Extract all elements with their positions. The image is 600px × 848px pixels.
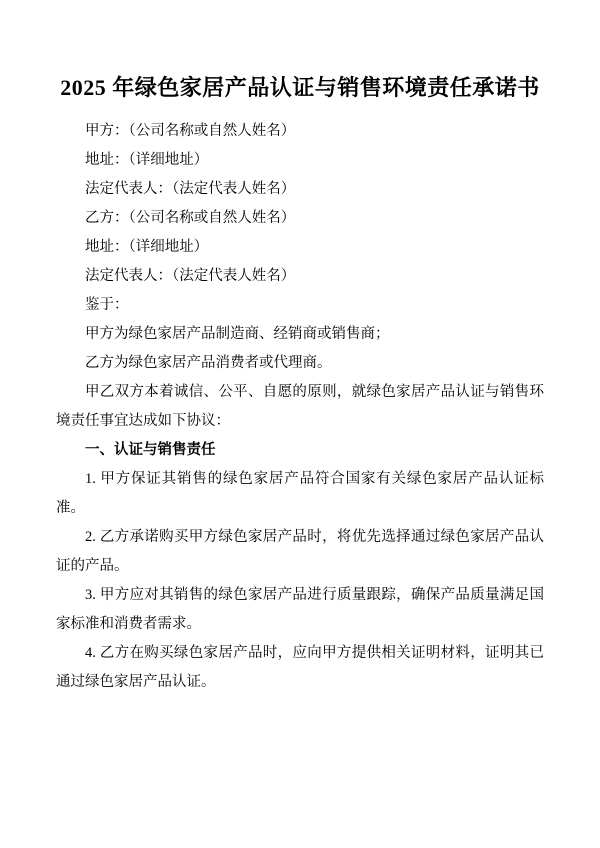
paragraph-party-b-address: 地址：（详细地址） — [85, 239, 209, 256]
paragraph-party-a-legal-rep: 法定代表人：（法定代表人姓名） — [85, 181, 296, 198]
paragraph-whereas-label: 鉴于： — [85, 297, 129, 314]
section-1-item-2: 2. 乙方承诺购买甲方绿色家居产品时，将优先选择通过绿色家居产品认证的产品。 — [56, 529, 544, 575]
page-title: 2025 年绿色家居产品认证与销售环境责任承诺书 — [60, 75, 540, 100]
paragraph-agreement-intro: 甲乙双方本着诚信、公平、自愿的原则，就绿色家居产品认证与销售环境责任事宜达成如下协议： — [56, 384, 544, 430]
paragraph-party-b: 乙方：（公司名称或自然人姓名） — [85, 210, 296, 227]
section-1-item-3: 3. 甲方应对其销售的绿色家居产品进行质量跟踪，确保产品质量满足国家标准和消费者需求。 — [56, 587, 544, 633]
section-1-heading: 一、认证与销售责任 — [85, 442, 216, 459]
paragraph-party-a-address: 地址：（详细地址） — [85, 152, 209, 169]
section-1-item-4: 4. 乙方在购买绿色家居产品时，应向甲方提供相关证明材料，证明其已通过绿色家居产品认证。 — [56, 645, 544, 691]
paragraph-whereas-2: 乙方为绿色家居产品消费者或代理商。 — [85, 355, 332, 372]
section-1-item-1: 1. 甲方保证其销售的绿色家居产品符合国家有关绿色家居产品认证标准。 — [56, 471, 544, 517]
paragraph-whereas-1: 甲方为绿色家居产品制造商、经销商或销售商； — [85, 326, 390, 343]
paragraph-party-a: 甲方：（公司名称或自然人姓名） — [85, 123, 296, 140]
paragraph-party-b-legal-rep: 法定代表人：（法定代表人姓名） — [85, 268, 296, 285]
